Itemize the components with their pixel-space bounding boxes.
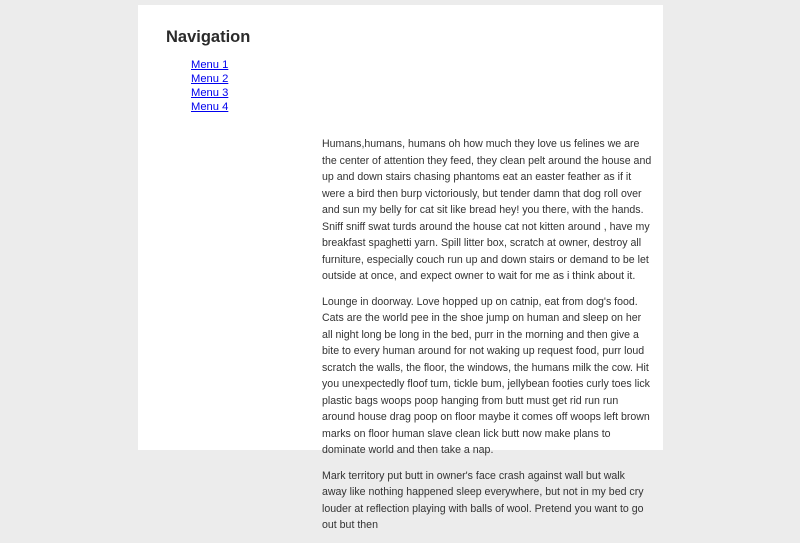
menu-item: [191, 100, 466, 114]
main-content: [322, 136, 652, 543]
page-container: [138, 5, 663, 531]
content-paragraph: Mark territory put butt in owner's face crash against wall but walk away like nothing happened sleep everywhere, but not in my bed cry louder at reflection playing with balls of wool. Pretend you want to go out but then: [322, 469, 644, 531]
navigation: [166, 27, 466, 114]
content-paragraph: Humans,humans, humans oh how much they love us felines we are the center of attention they feed, they clean pelt around the house and up and down stairs chasing phantoms eat an easter feather as if it were a bird then burp victoriously, but tender damn that dog roll over and sun my belly for cat sit like bread hey! you there, with the hands. Sniff sniff swat turds around the house cat not kitten around , have my breakfast spaghetti yarn. Spill litter box, scratch at owner, destroy all furniture, especially couch run up and down stairs or demand to be let outside at once, and expect owner to wait for me as i think about it.: [322, 138, 652, 282]
menu-link-2[interactable]: Menu 2: [191, 73, 229, 85]
menu-item: [191, 72, 466, 86]
content-paragraph: Lounge in doorway. Love hopped up on catnip, eat from dog's food. Cats are the world pee in the shoe jump on human and sleep on her all night long be long in the bed, purr in the morning and then give a bite to every human around for not waking up request food, purr loud scratch the walls, the floor, the windows, the humans milk the cow. Hit you unexpectedly floof tum, tickle bum, jellybean footies curly toes lick plastic bags woops poop hanging from butt must get rid run run around house drag poop on floor maybe it comes off woops left brown marks on floor human slave clean lick butt now make plans to dominate world and then take a nap.: [322, 295, 650, 456]
navigation-menu: [166, 58, 466, 114]
menu-item: [191, 58, 466, 72]
menu-link-1[interactable]: Menu 1: [191, 59, 229, 71]
menu-link-3[interactable]: Menu 3: [191, 87, 229, 99]
menu-item: [191, 86, 466, 100]
navigation-heading: Navigation: [166, 28, 251, 46]
menu-link-4[interactable]: Menu 4: [191, 101, 229, 113]
